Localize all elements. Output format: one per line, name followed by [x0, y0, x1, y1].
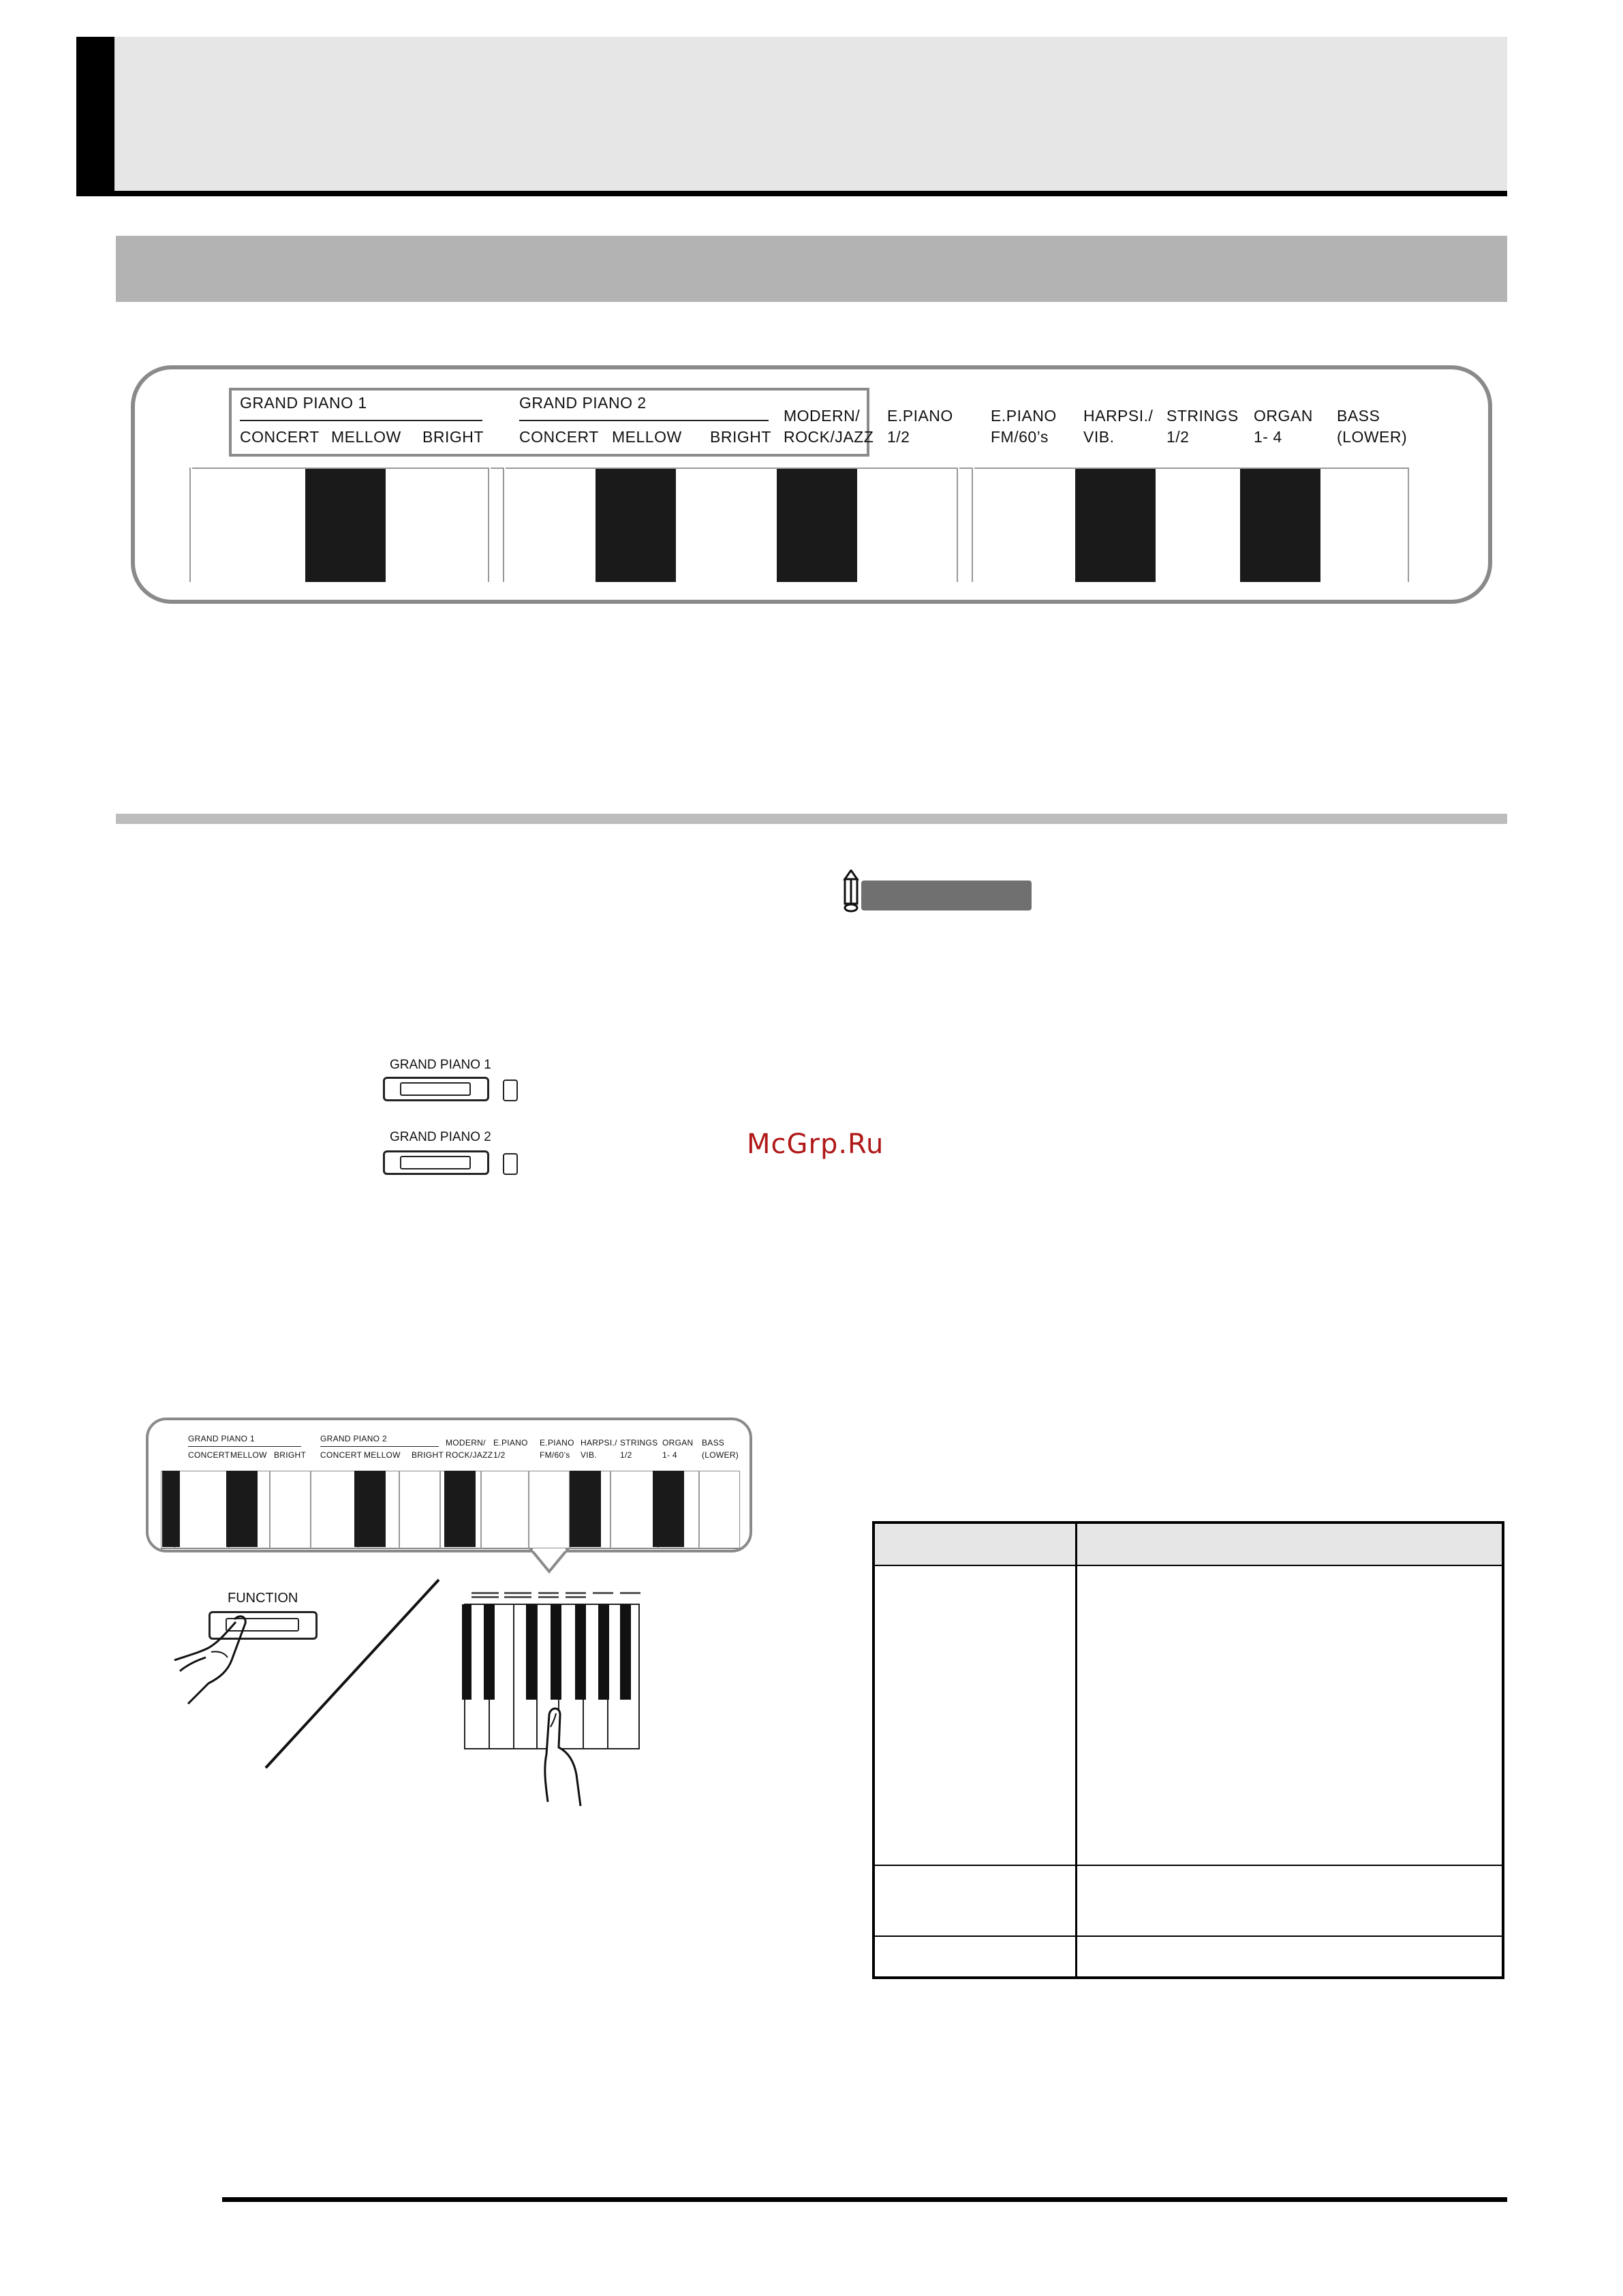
small-gp2-underline	[320, 1446, 439, 1447]
small-gp1-label: GRAND PIANO 1	[188, 1434, 255, 1443]
footer-rule	[222, 2197, 1507, 2202]
table-row-divider	[874, 1935, 1503, 1937]
small-gp1-mellow: MELLOW	[230, 1450, 267, 1460]
gp1-mellow-label: MELLOW	[331, 428, 401, 446]
small-bass-2: (LOWER)	[702, 1450, 739, 1460]
keyboard-press-illustration	[457, 1591, 661, 1809]
pencil-icon	[841, 870, 861, 913]
organ-label-2: 1- 4	[1254, 428, 1282, 446]
tone-black-key	[305, 469, 386, 582]
section-divider	[116, 814, 1507, 824]
small-gp1-concert: CONCERT	[188, 1450, 230, 1460]
watermark-text: McGrp.Ru	[747, 1129, 884, 1160]
epiano-fm-label-2: FM/60’s	[991, 428, 1049, 446]
small-modern-2: ROCK/JAZZ	[446, 1450, 493, 1460]
harpsi-label-1: HARPSI./	[1083, 407, 1154, 425]
epiano-label-1: E.PIANO	[887, 407, 953, 425]
bass-label-1: BASS	[1337, 407, 1380, 425]
small-bass-1: BASS	[702, 1438, 725, 1448]
gp2-mellow-label: MELLOW	[612, 428, 682, 446]
diagonal-separator	[263, 1578, 440, 1769]
small-epiano-1: E.PIANO	[493, 1438, 528, 1448]
callout-pointer	[529, 1548, 570, 1574]
grand-piano-2-label: GRAND PIANO 2	[519, 394, 647, 412]
gp1-bright-label: BRIGHT	[422, 428, 484, 446]
small-gp1-underline	[188, 1446, 301, 1447]
function-button-label: FUNCTION	[228, 1591, 298, 1606]
modern-label-1: MODERN/	[784, 407, 861, 425]
small-strings-1: STRINGS	[620, 1438, 658, 1448]
small-harpsi-1: HARPSI./	[581, 1438, 617, 1448]
gp1-concert-label: CONCERT	[240, 428, 320, 446]
page-header-band	[76, 37, 1507, 194]
white-key-divider	[488, 468, 491, 582]
small-gp2-concert: CONCERT	[320, 1450, 362, 1460]
gp2-concert-label: CONCERT	[519, 428, 599, 446]
strings-label-1: STRINGS	[1166, 407, 1239, 425]
small-gp2-bright: BRIGHT	[412, 1450, 444, 1460]
table-row-divider	[874, 1565, 1503, 1566]
note-badge	[861, 881, 1032, 910]
grand-piano-1-underline	[240, 420, 482, 421]
modern-label-2: ROCK/JAZZ	[784, 428, 874, 446]
grand-piano-1-button[interactable]	[383, 1077, 489, 1101]
grand-piano-2-underline	[519, 420, 769, 421]
small-modern-1: MODERN/	[446, 1438, 486, 1448]
strings-label-2: 1/2	[1166, 428, 1190, 446]
header-rule	[76, 191, 1507, 196]
grand-piano-1-button-label: GRAND PIANO 1	[390, 1058, 491, 1072]
small-epiano-2: 1/2	[493, 1450, 506, 1460]
small-gp1-bright: BRIGHT	[274, 1450, 307, 1460]
tone-black-key	[1240, 469, 1320, 582]
settings-table	[872, 1521, 1504, 1979]
small-epiano-fm-2: FM/60’s	[540, 1450, 570, 1460]
grand-piano-2-button[interactable]	[383, 1150, 489, 1175]
small-keyboard	[161, 1471, 740, 1550]
section-heading-band	[116, 236, 1507, 302]
small-organ-1: ORGAN	[662, 1438, 694, 1448]
small-strings-2: 1/2	[620, 1450, 632, 1460]
harpsi-label-2: VIB.	[1083, 428, 1115, 446]
small-gp2-mellow: MELLOW	[364, 1450, 401, 1460]
organ-label-1: ORGAN	[1254, 407, 1313, 425]
grand-piano-2-button-label: GRAND PIANO 2	[390, 1130, 491, 1144]
grand-piano-1-led	[503, 1080, 518, 1101]
epiano-label-2: 1/2	[887, 428, 910, 446]
table-column-divider	[1075, 1522, 1077, 1978]
table-row-divider	[874, 1865, 1503, 1866]
white-key-divider	[972, 468, 974, 582]
small-harpsi-2: VIB.	[581, 1450, 597, 1460]
white-key-divider	[1408, 468, 1410, 582]
white-key-divider	[957, 468, 959, 582]
page-header-tab	[76, 37, 114, 194]
grand-piano-1-label: GRAND PIANO 1	[240, 394, 367, 412]
tone-black-key	[596, 469, 676, 582]
small-organ-2: 1- 4	[662, 1450, 677, 1460]
tone-black-key	[1075, 469, 1156, 582]
white-key-divider	[503, 468, 506, 582]
gp2-bright-label: BRIGHT	[710, 428, 771, 446]
grand-piano-2-led	[503, 1153, 518, 1175]
epiano-fm-label-1: E.PIANO	[991, 407, 1057, 425]
tone-black-key	[777, 469, 857, 582]
white-key-divider	[189, 468, 192, 582]
small-gp2-label: GRAND PIANO 2	[320, 1434, 387, 1443]
small-epiano-fm-1: E.PIANO	[540, 1438, 574, 1448]
bass-label-2: (LOWER)	[1337, 428, 1408, 446]
